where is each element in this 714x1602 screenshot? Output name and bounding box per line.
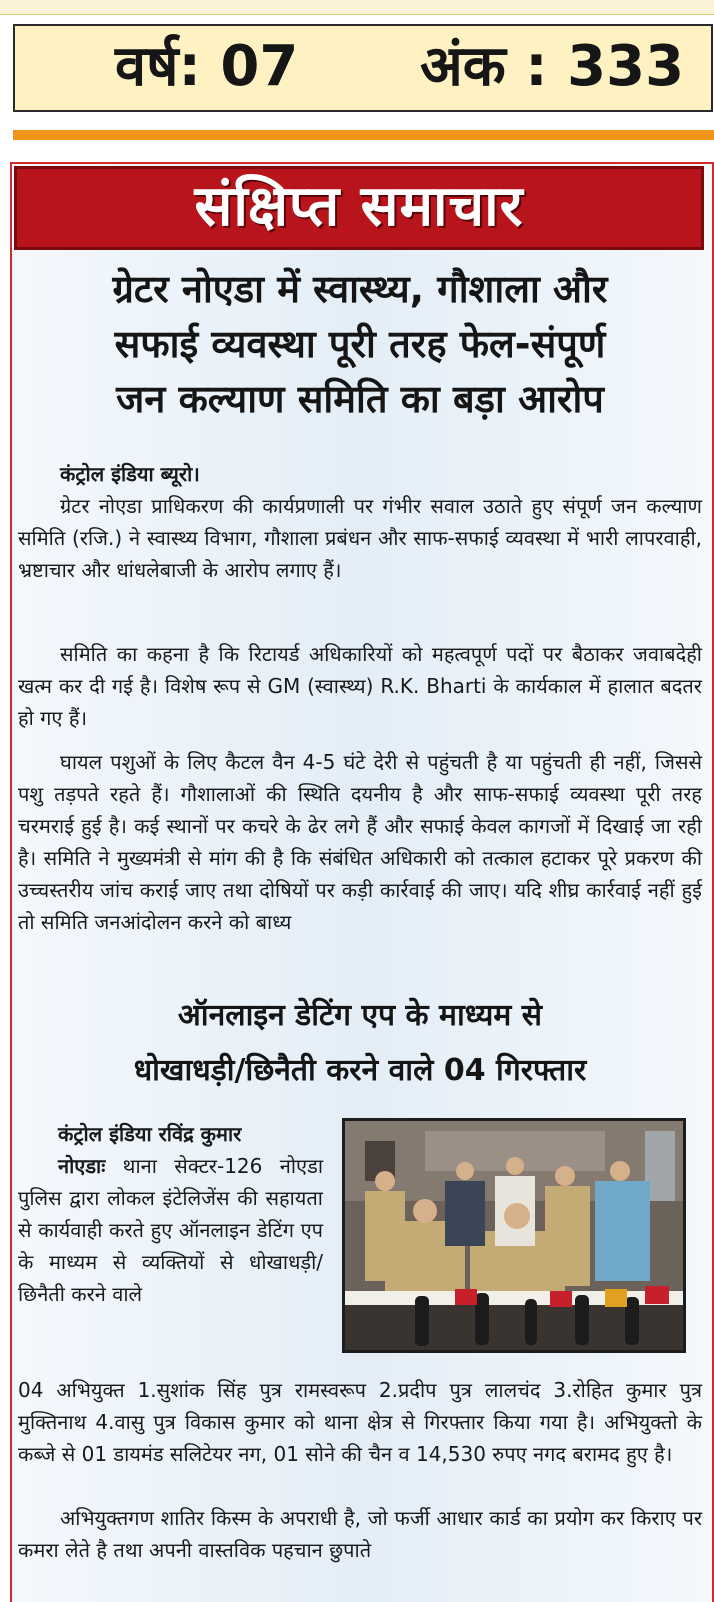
issue-label: अंक : 333 — [420, 34, 685, 99]
story2-headline-line: ऑनलाइन डेटिंग एप के माध्यम से — [177, 998, 543, 1033]
story1-headline-line: जन कल्याण समिति का बड़ा आरोप — [116, 377, 604, 421]
story1-paragraph: समिति का कहना है कि रिटायर्ड अधिकारियों को महत्वपूर्ण पदों पर बैठाकर जवाबदेही खत्म कर दी गई है। विशेष रूप से GM (स्वास्थ्य) R.K. Bharti के कार्यकाल में हालात बदतर हो गए हैं। — [18, 642, 702, 730]
story2-paragraph: 04 अभियुक्त 1.सुशांक सिंह पुत्र रामस्वरूप 2.प्रदीप पुत्र लालचंद 3.रोहित कुमार पुत्र मुक्तिनाथ 4.वासु पुत्र विकास कुमार को थाना क्षेत्र से गिरफ्तार किया गया है। अभियुक्तो के कब्जे से 01 डायमंड सलिटेयर नग, 01 सोने की चैन व 14,530 रुपए नगद बरामद हुए है। — [18, 1378, 702, 1466]
story1-paragraph: घायल पशुओं के लिए कैटल वैन 4-5 घंटे देरी से पहुंचती है या पहुंचती ही नहीं, जिससे पशु तड़पते रहते हैं। गौशालाओं की स्थिति दयनीय है और साफ-सफाई व्यवस्था पूरी तरह चरमराई हुई है। कई स्थानों पर कचरे के ढेर लगे हैं और सफाई केवल कागजों में दिखाई जा रही है। समिति ने मुख्यमंत्री से मांग की है कि संबंधित अधिकारी को तत्काल हटाकर पूरे प्रकरण की उच्चस्तरीय जांच कराई जाए तथा दोषियों पर कड़ी कार्रवाई की जाए। यदि शीघ्र कार्रवाई नहीं हुई तो समिति जनआंदोलन करने को बाध्य — [18, 750, 702, 934]
police-press-conference-photo — [342, 1118, 686, 1353]
top-strip — [0, 0, 714, 15]
section-title: संक्षिप्त समाचार — [194, 174, 524, 239]
photo-illustration — [345, 1121, 683, 1350]
story1-byline: कंट्रोल इंडिया ब्यूरो। — [60, 462, 200, 486]
section-banner — [14, 166, 704, 250]
story2-byline: कंट्रोल इंडिया रविंद्र कुमार — [58, 1122, 242, 1146]
year-label: वर्ष: 07 — [115, 34, 299, 99]
story1-headline — [18, 262, 702, 427]
story2-column — [18, 1150, 323, 1310]
story1-intro — [18, 458, 702, 586]
masthead-box — [13, 24, 713, 112]
story1-paragraph: ग्रेटर नोएडा प्राधिकरण की कार्यप्रणाली पर गंभीर सवाल उठाते हुए संपूर्ण जन कल्याण समिति (रजि.) ने स्वास्थ्य विभाग, गौशाला प्रबंधन और साफ-सफाई व्यवस्था में भारी लापरवाही, भ्रष्टाचार और धांधलेबाजी के आरोप लगाए हैं। — [18, 494, 702, 582]
story2-dateline: नोएडाः — [58, 1154, 106, 1178]
story1-headline-line: ग्रेटर नोएडा में स्वास्थ्य, गौशाला और — [112, 267, 608, 311]
story2-column-text: थाना सेक्टर-126 नोएडा पुलिस द्वारा लोकल इंटेलिजेंस की सहायता से कार्यवाही करते हुए ऑनलाइन डेटिंग एप के माध्यम से व्यक्तियों से धोखाधड़ी/छिनैती करने वाले — [18, 1154, 324, 1306]
story2-headline-line: धोखाधड़ी/छिनैती करने वाले 04 गिरफ्तार — [133, 1053, 587, 1088]
story2-paragraph: अभियुक्तगण शातिर किस्म के अपराधी है, जो फर्जी आधार कार्ड का प्रयोग कर किराए पर कमरा लेते है तथा अपनी वास्तविक पहचान छुपाते — [18, 1506, 702, 1562]
story2-headline — [18, 988, 702, 1098]
story1-headline-line: सफाई व्यवस्था पूरी तरह फेल-संपूर्ण — [114, 322, 606, 366]
orange-divider — [13, 130, 714, 140]
